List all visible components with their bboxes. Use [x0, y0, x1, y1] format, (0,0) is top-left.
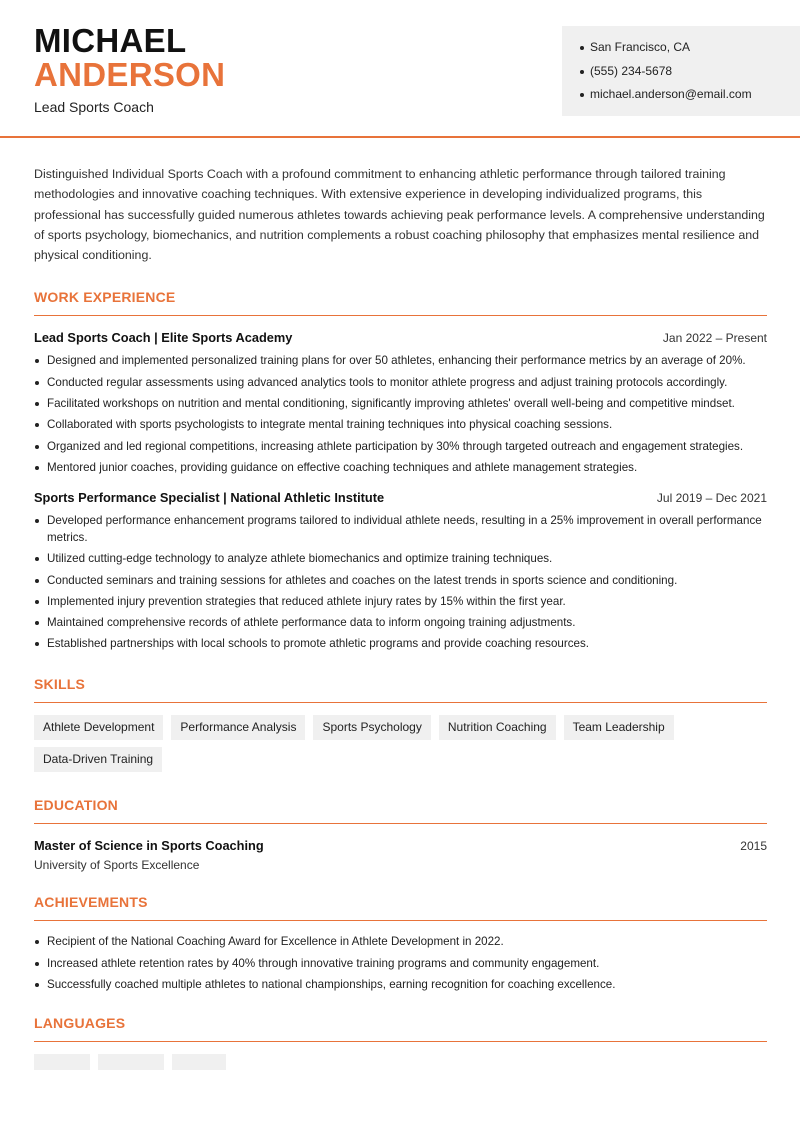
job-dates: Jan 2022 – Present [662, 331, 767, 346]
summary-text: Distinguished Individual Sports Coach with a profound commitment to enhancing athletic performance through tailored training methodologies and innovative coaching techniques. With extensive experience in developing individualized programs, this professional has successfully guided numerous athletes towards achieving peak performance levels. A comprehensive understanding of sports psychology, biomechanics, and nutrition complements a robust coaching philosophy that emphasizes mental resilience and physical conditioning. [34, 167, 765, 263]
job-entry [34, 490, 767, 652]
achievement-item: Successfully coached multiple athletes to national championships, earning recognition for coaching excellence. [34, 976, 767, 993]
job-bullet: Collaborated with sports psychologists to integrate mental training techniques into physical coaching sessions. [34, 416, 767, 433]
job-bullet: Conducted seminars and training sessions for athletes and coaches on the latest trends in sports science and conditioning. [34, 572, 767, 589]
job-bullet: Implemented injury prevention strategies that reduced athlete injury rates by 15% within the first year. [34, 593, 767, 610]
job-entry [34, 330, 767, 475]
job-bullet: Developed performance enhancement programs tailored to individual athlete needs, resulting in a 25% improvement in overall performance metrics. [34, 512, 767, 546]
achievements-list [34, 933, 767, 993]
job-bullet: Designed and implemented personalized training plans for over 50 athletes, enhancing their performance metrics by an average of 20%. [34, 352, 767, 369]
language-chip [34, 1054, 90, 1070]
section-title-work: WORK EXPERIENCE [34, 289, 767, 316]
section-title-achievements: ACHIEVEMENTS [34, 894, 767, 921]
contact-phone: (555) 234-5678 [580, 60, 800, 84]
achievement-item: Recipient of the National Coaching Award for Excellence in Athlete Development in 2022. [34, 933, 767, 950]
achievement-item: Increased athlete retention rates by 40% through innovative training programs and community engagement. [34, 955, 767, 972]
job-title: Lead Sports Coach | Elite Sports Academy [34, 330, 293, 346]
contact-location: San Francisco, CA [580, 36, 800, 60]
job-bullet: Conducted regular assessments using advanced analytics tools to monitor athlete progress and adjust training protocols accordingly. [34, 374, 767, 391]
job-bullet: Organized and led regional competitions, increasing athlete participation by 30% through targeted outreach and engagement strategies. [34, 438, 767, 455]
language-chip [98, 1054, 164, 1070]
languages-list [34, 1054, 767, 1070]
education-entry [34, 838, 767, 872]
skill-chip: Performance Analysis [171, 715, 305, 740]
job-bullet: Maintained comprehensive records of athlete performance data to inform ongoing training adjustments. [34, 614, 767, 631]
resume-body [34, 164, 767, 1070]
first-name: MICHAEL [34, 22, 187, 59]
job-bullet: Utilized cutting-edge technology to analyze athlete biomechanics and optimize training techniques. [34, 550, 767, 567]
skill-chip: Nutrition Coaching [439, 715, 556, 740]
section-title-education: EDUCATION [34, 797, 767, 824]
skill-chip: Team Leadership [564, 715, 674, 740]
section-title-languages: LANGUAGES [34, 1015, 767, 1042]
contact-email[interactable]: michael.anderson@email.com [580, 83, 800, 107]
job-role: Lead Sports Coach [34, 99, 154, 115]
language-chip [172, 1054, 226, 1070]
skill-chip: Data-Driven Training [34, 747, 162, 772]
skills-list [34, 715, 767, 779]
degree-title: Master of Science in Sports Coaching [34, 838, 264, 854]
resume-header [0, 0, 800, 138]
graduation-year: 2015 [740, 839, 767, 854]
last-name: ANDERSON [34, 56, 226, 93]
section-title-skills: SKILLS [34, 676, 767, 703]
skill-chip: Athlete Development [34, 715, 163, 740]
candidate-name [34, 24, 225, 92]
contact-box [562, 26, 800, 116]
skill-chip: Sports Psychology [313, 715, 430, 740]
job-bullet: Mentored junior coaches, providing guidance on effective coaching techniques and athlete management strategies. [34, 459, 767, 476]
job-bullet: Facilitated workshops on nutrition and mental conditioning, significantly improving athletes' overall well-being and competitive mindset. [34, 395, 767, 412]
job-bullet: Established partnerships with local schools to promote athletic programs and provide coaching resources. [34, 635, 767, 652]
job-title: Sports Performance Specialist | National Athletic Institute [34, 489, 385, 505]
job-dates: Jul 2019 – Dec 2021 [656, 490, 767, 505]
school-name: University of Sports Excellence [34, 858, 200, 873]
